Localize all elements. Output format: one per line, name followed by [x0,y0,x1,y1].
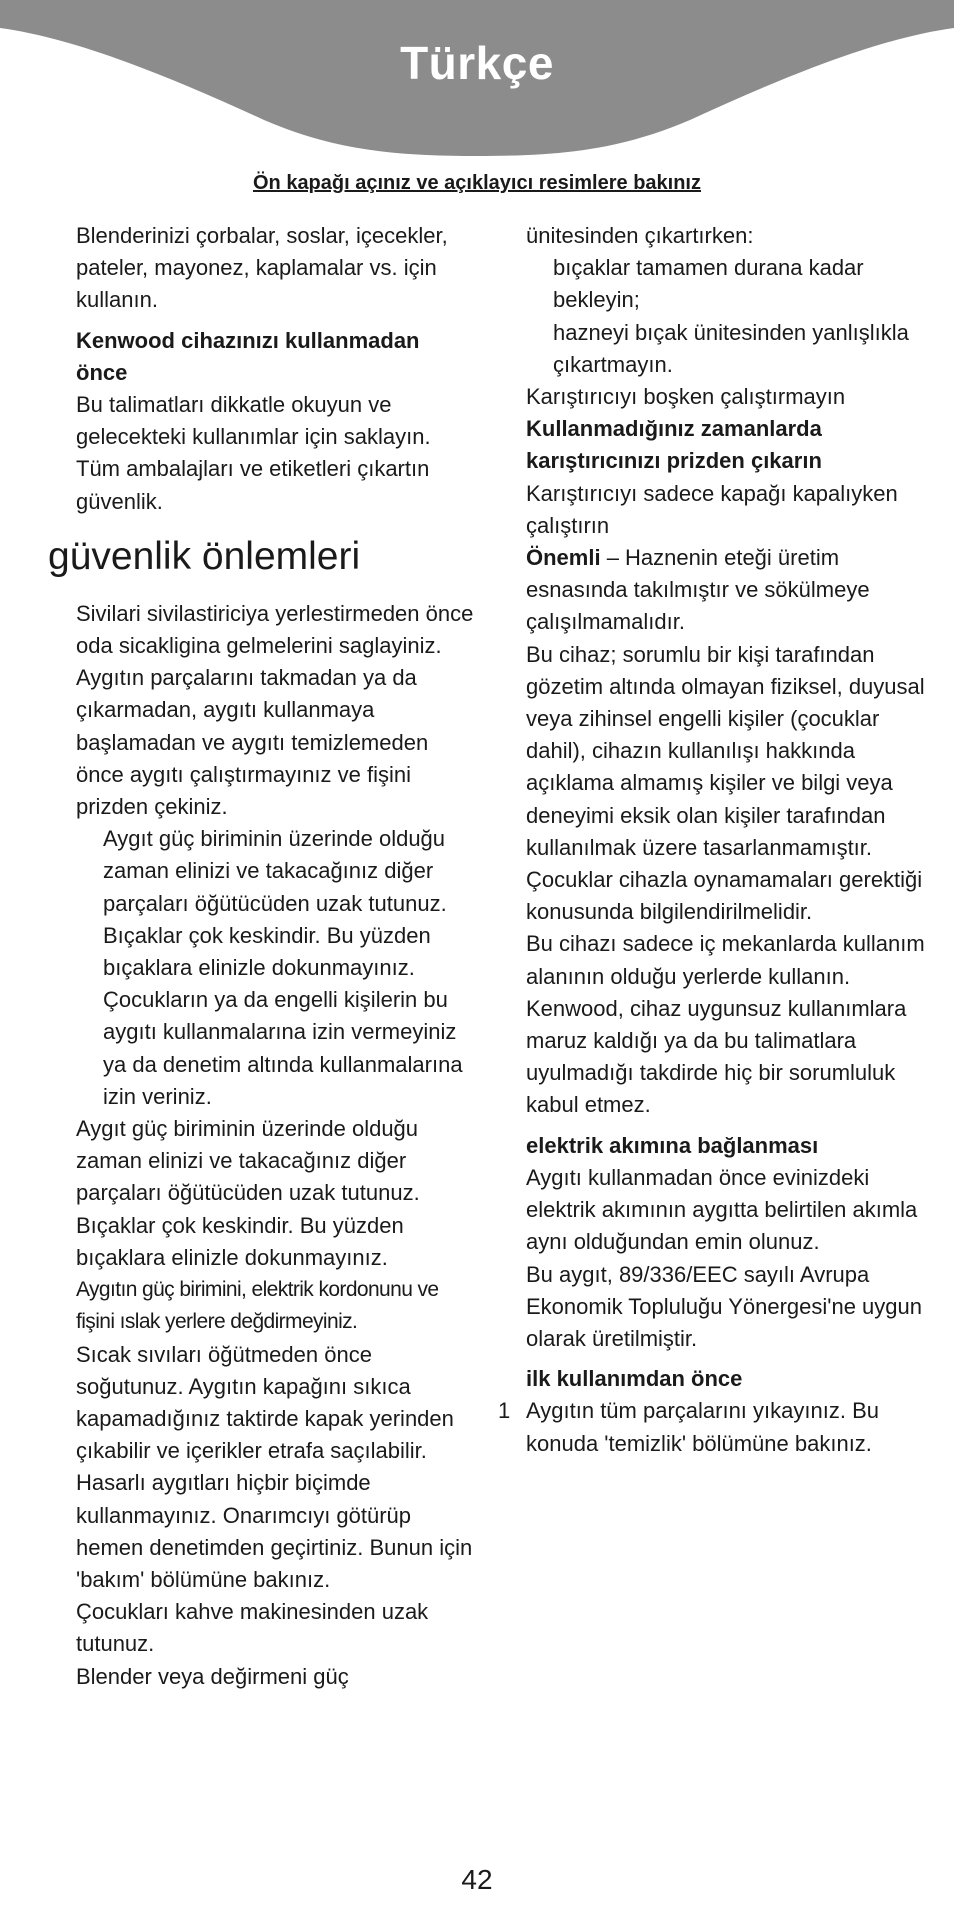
safety-item: Aygıtın güç birimini, elektrik kordonunu ve fişini ıslak yerlere değdirmeyiniz. [76,1278,439,1334]
electric-text: Bu aygıt, 89/336/EEC sayılı Avrupa Ekonomik Topluluğu Yönergesi'ne uygun olarak üretilmiştir. [526,1261,922,1351]
safety-item: Çocuklar cihazla oynamamaları gerektiği konusunda bilgilendirilmelidir. [526,867,923,925]
safety-section-title: güvenlik önlemleri [48,534,361,578]
step-number: 1 [498,1398,511,1424]
safety-item: ünitesinden çıkartırken: [526,223,754,248]
safety-item: Hasarlı aygıtları hiçbir biçimde kullanmayınız. Onarımcıyı götürüp hemen denetimden geçirtiniz. Bunun için 'bakım' bölümüne bakınız. [76,1470,473,1592]
right-column [498,220,926,1460]
safety-item: Sivilari sivilastiriciya yerlestirmeden önce oda sicakligina gelmelerini saglayiniz. [76,600,474,659]
safety-item: Bu cihazı sadece iç mekanlarda kullanım alanının olduğu yerlerde kullanın. Kenwood, cihaz uygunsuz kullanımlara maruz kaldığı ya da bu talimatlara uyulmadığı takdirde hiç bir sorumluluk kabul etmez. [526,931,925,1118]
important-text: – Haznenin eteği üretim esnasında takılmıştır ve sökülmeye çalışılmamalıdır. [526,545,870,635]
safety-item: Aygıt güç biriminin üzerinde olduğu zaman elinizi ve takacağınız diğer parçaları öğütücüden uzak tutunuz. [76,1116,420,1206]
safety-item: Aygıtın parçalarını takmadan ya da çıkarmadan, aygıtı kullanmaya başlamadan ve aygıtı temizlemeden önce aygıtı çalıştırmayınız ve fişini prizden çekiniz. [76,665,429,820]
subtitle: Ön kapağı açınız ve açıklayıcı resimlere bakınız [252,172,701,194]
safety-item: Sıcak sıvıları öğütmeden önce soğutunuz. Aygıtın kapağını sıkıca kapamadığınız taktirde kapak yerinden çıkabilir ve içerikler etrafa saçılabilir. [76,1341,454,1464]
left-column [48,220,476,1693]
before-use-text: Bu talimatları dikkatle okuyun ve gelecekteki kullanımlar için saklayın. [76,392,431,450]
before-use-text: Tüm ambalajları ve etiketleri çıkartın güvenlik. [76,456,430,514]
page-number: 42 [461,1864,493,1895]
safety-subitem: bıçaklar tamamen durana kadar bekleyin; [553,255,864,313]
safety-item: Çocukları kahve makinesinden uzak tutunuz. [76,1599,429,1657]
safety-subitem: Bıçaklar çok keskindir. Bu yüzden bıçaklara elinizle dokunmayınız. [103,922,431,981]
safety-subitem: Aygıt güç biriminin üzerinde olduğu zaman elinizi ve takacağınız diğer parçaları öğütücüden uzak tutunuz. [103,826,447,916]
electric-heading: elektrik akımına bağlanması [526,1132,819,1158]
first-use-heading: ilk kullanımdan önce [526,1366,743,1392]
numbered-step [498,1395,926,1459]
safety-item: Blender veya değirmeni güç [76,1663,349,1689]
safety-subitem: hazneyi bıçak ünitesinden yanlışlıkla çıkartmayın. [553,319,909,377]
safety-subitem: Çocukların ya da engelli kişilerin bu aygıtı kullanmalarına izin vermeyiniz ya da denetim altında kullanmalarına izin veriniz. [103,987,463,1109]
safety-item: Bıçaklar çok keskindir. Bu yüzden bıçaklara elinizle dokunmayınız. [76,1212,404,1270]
important-note [526,542,926,639]
step-text: Aygıtın tüm parçalarını yıkayınız. Bu konuda 'temizlik' bölümüne bakınız. [526,1398,879,1456]
intro-paragraph: Blenderinizi çorbalar, soslar, içecekler, pateler, mayonez, kaplamalar vs. için kullanın. [76,223,448,313]
safety-item: Karıştırıcıyı sadece kapağı kapalıyken çalıştırın [526,480,898,538]
important-label: Önemli [526,545,601,571]
electric-text: Aygıtı kullanmadan önce evinizdeki elektrik akımının aygıtta belirtilen akımla aynı olduğundan emin olunuz. [526,1164,918,1255]
before-use-heading: Kenwood cihazınızı kullanmadan önce [76,327,420,385]
safety-item-bold: Kullanmadığınız zamanlarda karıştırıcınızı prizden çıkarın [526,416,822,474]
safety-item: Karıştırıcıyı boşken çalıştırmayın [526,384,846,410]
safety-item: Bu cihaz; sorumlu bir kişi tarafından gözetim altında olmayan fiziksel, duyusal veya zihinsel engelli kişiler (çocuklar dahil), cihazın kullanılışı hakkında açıklama almamış kişiler ve bilgi veya deneyimi eksik olan kişiler tarafından kullanılmak üzere tasarlanmamıştır. [526,641,925,860]
page-title: Türkçe [400,37,554,89]
